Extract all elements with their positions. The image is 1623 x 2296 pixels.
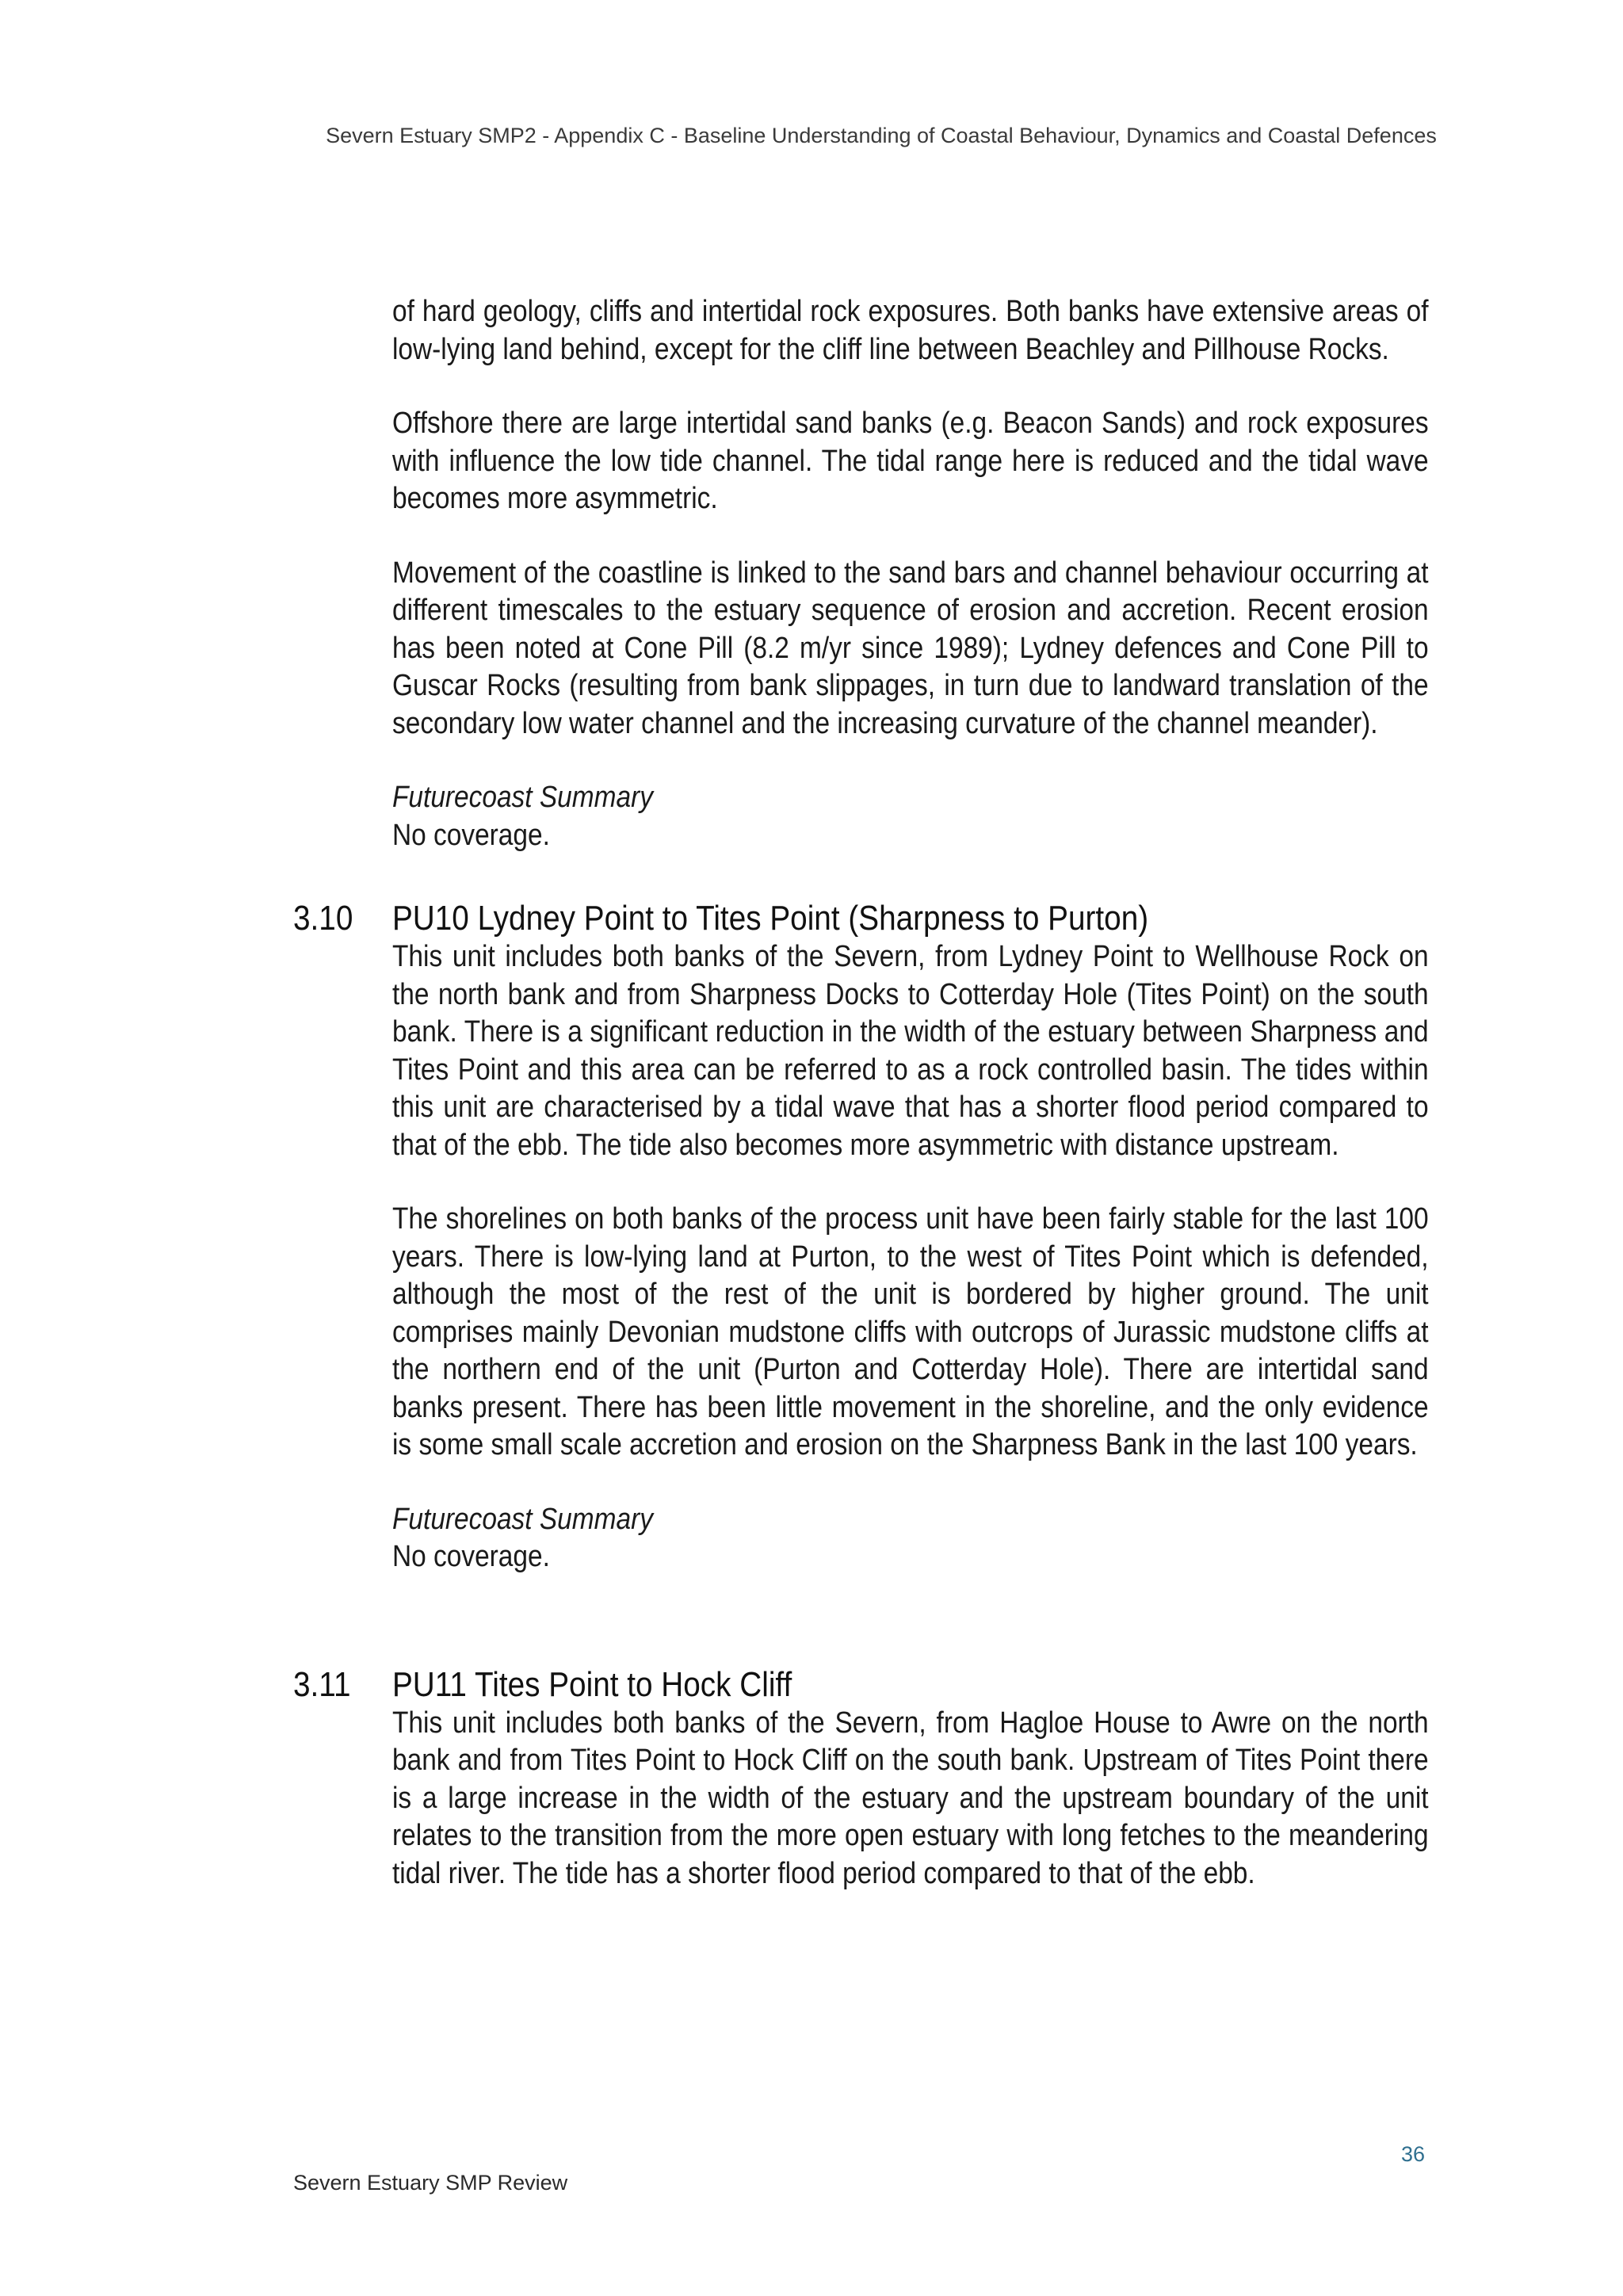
spacer (293, 1621, 1429, 1665)
summary-value: No coverage. (392, 1540, 550, 1573)
body-paragraph: This unit includes both banks of the Severn, from Lydney Point to Wellhouse Rock on the north bank and from Sharpness Docks to Cotterday Hole (Tites Point) on the south bank. There is a significant reduction in the width of the estuary between Sharpness and Tites Point and this area can be referred to as a rock controlled basin. The tides within this unit are characterised by a tidal wave that has a shorter flood period compared to that of the ebb. The tide also becomes more asymmetric with distance upstream. (392, 940, 1429, 1162)
page-content (293, 293, 1429, 1929)
intro-block (392, 293, 1429, 854)
page-number: 36 (1401, 2142, 1426, 2166)
running-header: Severn Estuary SMP2 - Appendix C - Baseline Understanding of Coastal Behaviour, Dynamics and Coastal Defences (326, 124, 1437, 147)
body-paragraph: Offshore there are large intertidal sand banks (e.g. Beacon Sands) and rock exposures with influence the low tide channel. The tidal range here is reduced and the tidal wave becomes more asymmetric. (392, 407, 1429, 515)
futurecoast-summary (392, 1501, 1304, 1576)
section-title: PU11 Tites Point to Hock Cliff (391, 1664, 792, 1704)
summary-label: Futurecoast Summary (392, 1502, 653, 1536)
section-body-3-10 (392, 938, 1429, 1576)
section-title: PU10 Lydney Point to Tites Point (Sharpness to Purton) (391, 899, 1149, 938)
section-number: 3.11 (293, 1664, 351, 1704)
body-paragraph: of hard geology, cliffs and intertidal rock exposures. Both banks have extensive areas of low-lying land behind, except for the cliff line between Beachley and Pillhouse Rocks. (392, 295, 1429, 366)
body-paragraph: The shorelines on both banks of the process unit have been fairly stable for the last 100 years. There is low-lying land at Purton, to the west of Tites Point which is defended, although the most of the rest of the unit is bordered by higher ground. The unit comprises mainly Devonian mudstone cliffs with outcrops of Jurassic mudstone cliffs at the northern end of the unit (Purton and Cotterday Hole). There are intertidal sand banks present. There has been little movement in the shoreline, and the only evidence is some small scale accretion and erosion on the Sharpness Bank in the last 100 years. (392, 1202, 1429, 1461)
section-heading-3-10 (293, 899, 1429, 938)
futurecoast-summary (392, 779, 1304, 854)
summary-label: Futurecoast Summary (392, 781, 653, 814)
running-footer: Severn Estuary SMP Review (293, 2171, 568, 2195)
body-paragraph: Movement of the coastline is linked to the sand bars and channel behaviour occurring at different timescales to the estuary sequence of erosion and accretion. Recent erosion has been noted at Cone Pill (8.2 m/yr since 1989); Lydney defences and Cone Pill to Guscar Rocks (resulting from bank slippages, in turn due to landward translation of the secondary low water channel and the increasing curvature of the channel meander). (392, 556, 1429, 740)
section-body-3-11 (392, 1705, 1429, 1893)
section-heading-3-11 (293, 1665, 1429, 1705)
section-number: 3.10 (293, 899, 353, 938)
body-paragraph: This unit includes both banks of the Severn, from Hagloe House to Awre on the north bank and from Tites Point to Hock Cliff on the south bank. Upstream of Tites Point there is a large increase in the width of the estuary and the upstream boundary of the unit relates to the transition from the more open estuary with long fetches to the meandering tidal river. The tide has a shorter flood period compared to that of the ebb. (392, 1706, 1429, 1890)
summary-value: No coverage. (392, 818, 550, 852)
